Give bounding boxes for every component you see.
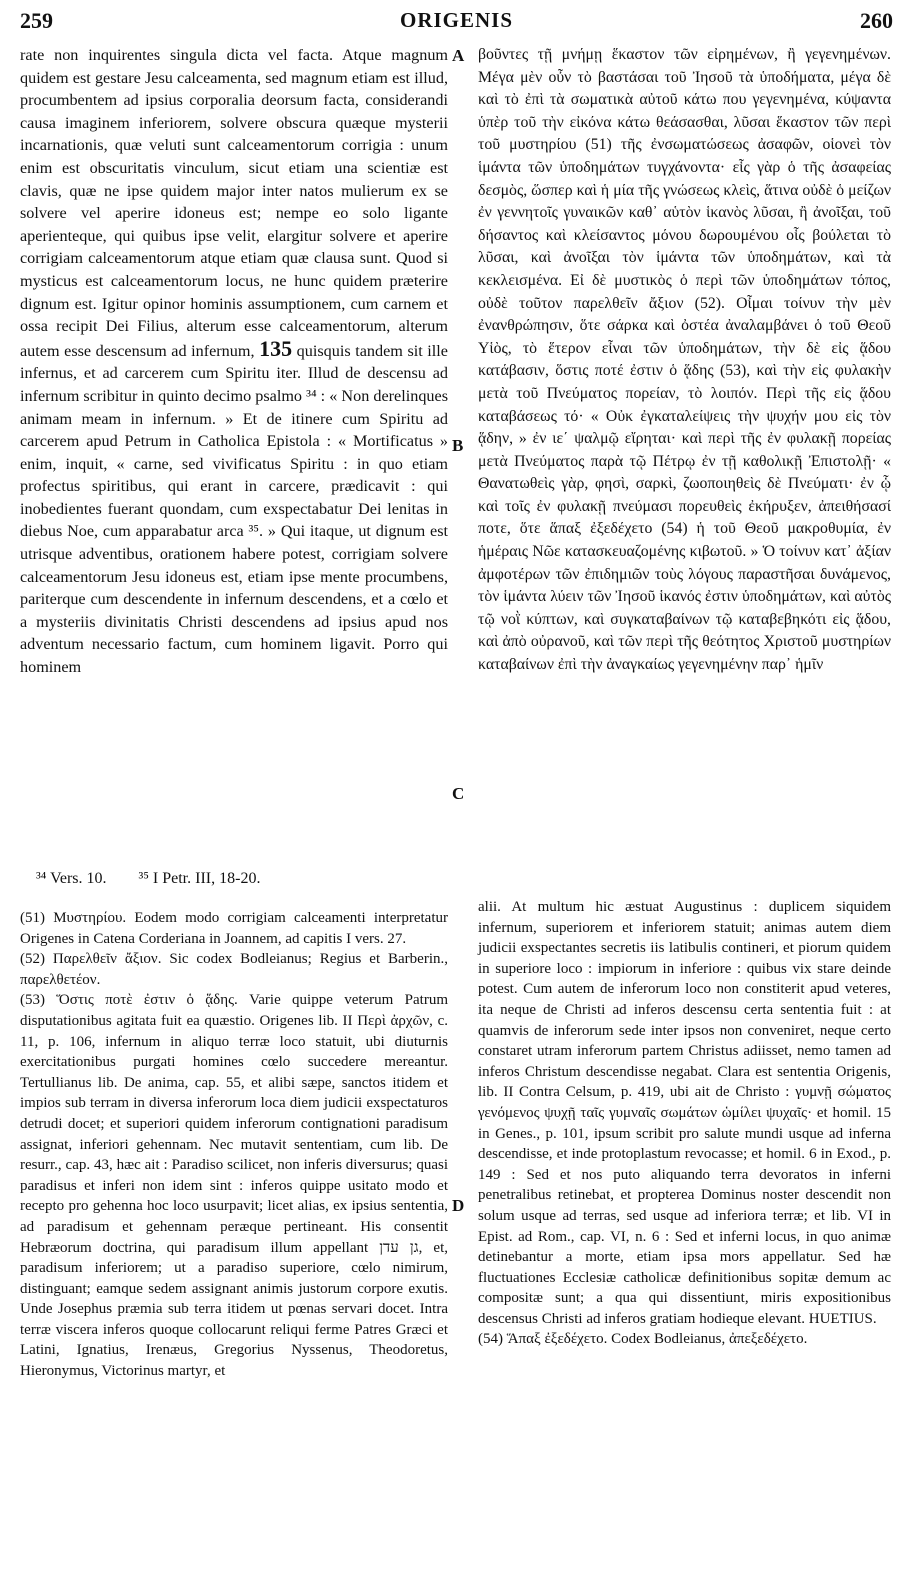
footnote-52: (52) Παρελθεῖν ἄξιον. Sic codex Bodleianus; Regius et Barberin., παρελθετέον. [20,951,448,988]
footnote-53-continued: alii. At multum hic æstuat Augustinus : duplicem siquidem infernum, superiorem et inferiorem statuit; animas autem diem judicii exspectantes secretis iis latibulis contineri, et piorum quidem in superiore loco : impiorum in inferiore : quibus vix stare deinde potest. Cum autem de inferorum loco non constiterit apud veteres, ita neque de Christi ad inferos descensu certa sententia fuit : at quamvis de inferorum sede inter ipsos non conveniret, neque certo constaret utram inferorum partem Christus adiisset, nemo tamen ad inferos Christum descendisse negabat. Clara est sententia Origenis, lib. II Contra Celsum, p. 419, ubi ait de Christo : γυμνῇ σώματος γενόμενος ψυχῇ ταῖς γυμναῖς σωμάτων ὡμίλει ψυχαῖς· et homil. 15 in Genes., p. 101, ipsum scribit pro salute mundi usque ad inferna descendisse, et inde protoplastum revocasse; et homil. 6 in Exod., p. 149 : Sed et nos puto aliquando terra devoratos in inferni penetralibus retinebat, et propterea Dominus noster descendit non solum usque ad terras, sed usque ad inferiora terræ; et lib. VI in Epist. ad Rom., cap. VI, n. 6 : Sed et inferni locus, in quo animæ detinebantur a morte, etiam ipsa mors appellatur. Sed hæ fluctuationes Ecclesiæ catholicæ definitionibus sopitæ demum ac compositæ sunt; a qua qui dissentiunt, miris expositionibus descensus Christi ad inferos gratiam hodieque elevant. HUETIUS. [478,899,891,1327]
greek-text-column [478,44,891,677]
margin-marker-a: A [452,46,465,65]
footnote-54: (54) Ἅπαξ ἐξεδέχετο. Codex Bodleianus, ἀπεξεδέχετο. [478,1331,808,1348]
reference-34: ³⁴ Vers. 10. [36,870,107,887]
footnote-51: (51) Μυστηρίου. Eodem modo corrigiam calceamenti interpretatur Origenes in Catena Corderiana in Joannem, ad capitis I vers. 27. [20,910,448,947]
latin-text-part-1: rate non inquirentes singula dicta vel facta. Atque magnum quidem est gestare Jesu calceamenta, sed magnum etiam est illud, procumbentem ad ipsius corporalia deorsum facta, considerandi causa imaginem inferiorem, solvere obscura quæque mysterii incarnationis, quæ veluti sunt calceamentorum corrigia : unum enim est obscuritatis vinculum, sicut etiam una scientiæ est clavis, quæ ne ipse quidem major inter natos mulierum ex se solvere vel aperire idoneus est; nempe eo solo ligante aperienteque, qui quibus ipse velit, elargitur solvere et aperire corrigiam calceamentorum atque etiam quæ clausa sunt. Quod si mysticus est calceamentorum locus, ne hunc quidem præterire dignum est. Igitur opinor hominis assumptionem, cum carnem et ossa recipit Dei Filius, alterum esse calceamentorum, alterum autem esse descensum ad infernum, [20,46,448,360]
left-page-number: 259 [20,8,53,33]
scripture-references [36,870,288,888]
latin-text-column [20,44,448,679]
right-page-number: 260 [860,8,893,33]
margin-marker-b: B [452,436,464,455]
latin-text-part-2: quisquis tandem sit ille infernus, et ad carcerem cum Spiritu iter. Illud de descensu ad infernum scribitur in quinto decimo psalmo ³⁴ : « Non derelinques animam meam in infernum. » Et de itinere cum Spiritu ad carcerem apud Petrum in Catholica Epistola : « Mortificatus » enim, inquit, « carne, sed vivificatus Spiritu : in quo etiam profectus spiritibus, qui erant in carcere, prædicavit : qui inobedientes fuerant quondam, cum exspectabatur Dei lenitas in diebus Noe, cum apparabatur arca ³⁵. » Qui itaque, ut dignum est utrisque adventibus, orationem habere potest, corrigiam solvere calceamentorum Jesu idoneus est, etiam ipse mente procumbens, pariterque cum descendente in infernum descendens, et a cœlo et a mysteriis divinitatis Christi descendens ad ipsius apud nos adventum necessario factum, cum hominem ligavit. Porro qui hominem [20,341,448,677]
running-header [20,8,893,38]
margin-marker-d: D [452,1196,465,1215]
footnotes-left-column [20,908,448,1382]
section-number: 135 [259,335,293,361]
latin-paragraph [20,44,448,679]
margin-marker-c: C [452,784,465,803]
greek-paragraph: βοῦντες τῇ μνήμῃ ἕκαστον τῶν εἰρημένων, ἢ γεγενημένων. Μέγα μὲν οὖν τὸ βαστάσαι τοῦ Ἰησοῦ τὰ ὑποδήματα, μέγα δὲ καὶ τὸ ἐπὶ τὰ σωματικὰ αὐτοῦ κάτω που γεγενημένα, κύψαντα ὑπὲρ τοῦ τὴν εἰκόνα κάτω θεάσασθαι, λῦσαι ἕκαστον τῶν περὶ τοῦ μυστηρίου (51) τῆς ἐνσωματώσεως ἀσαφῶν, οἱονεὶ τὸν ἱμάντα τῶν ὑποδημάτων τυγχάνοντα· εἷς γὰρ ὁ τῆς ἀσαφείας δεσμὸς, ὥσπερ καὶ ἡ μία τῆς γνώσεως κλεὶς, ἅτινα οὐδὲ ὁ μείζων ἐν γεννητοῖς γυναικῶν καθ᾽ αὑτὸν ἱκανὸς λῦσαι, ἢ ἀνοῖξαι, τοῦ δήσαντος καὶ κλείσαντος μόνου δωρουμένου οἷς βούλεται τὸ λῦσαι, καὶ ἀνοῖξαι τὸν ἱμάντα τῶν ὑποδημάτων, καὶ τὰ κεκλεισμένα. Εἰ δὲ μυστικὸς ὁ περὶ τῶν ὑποδημάτων τόπος, οὐδὲ τοῦτον παρελθεῖν ἄξιον (52). Οἶμαι τοίνυν τὴν μὲν ἐνανθρώπησιν, ὅτε σάρκα καὶ ὀστέα ἀναλαμβάνει ὁ τοῦ Θεοῦ Υἱὸς, τὸ ἕτερον εἶναι τῶν ὑποδημάτων, τὴν δὲ εἰς ᾅδου κατάβασιν, ὅστις ποτέ ἐστιν ὁ ᾅδης (53), καὶ τὴν εἰς φυλακὴν μετὰ τοῦ Πνεύματος πορείαν, τὸ λοιπόν. Περὶ τῆς εἰς ᾅδου καταβάσεως τό· « Οὐκ ἐγκαταλείψεις τὴν ψυχήν μου εἰς τὸν ᾅδην, » ἐν ιε΄ ψαλμῷ εἴρηται· καὶ περὶ τῆς ἐν φυλακῇ πορείας μετὰ Πνεύματος παρὰ τῷ Πέτρῳ ἐν τῇ καθολικῇ Ἐπιστολῇ· « Θανατωθεὶς γὰρ, φησὶ, σαρκὶ, ζωοποιηθεὶς δὲ Πνεύματι· ἐν ᾧ καὶ τοῖς ἐν φυλακῇ πνεύμασι πορευθεὶς ἐκήρυξεν, ἀπειθήσασί ποτε, ὅτε ἅπαξ ἐξεδέχετο (54) ἡ τοῦ Θεοῦ μακροθυμία, ἐν ἡμέραις Νῶε κατασκευαζομένης κιβωτοῦ. » Ὁ τοίνυν κατ᾽ ἀξίαν ἀμφοτέρων τῶν ἐπιδημιῶν τοὺς λόγους παραστῆσαι δυνάμενος, τὸν ἱμάντα λύειν τῶν Ἰησοῦ ἱκανός ἐστιν ὑποδημάτων, καὶ αὐτὸς τῷ νοῒ κύπτων, καὶ συγκαταβαίνων τῷ καταβεβηκότι εἰς ᾅδου, καὶ ἀπὸ οὐρανοῦ, καὶ τῶν περὶ τῆς θεότητος Χριστοῦ μυστηρίων καταβαίνων ἐπὶ τὴν ἀναγκαίως γεγενημένην παρ᾽ ἡμῖν [478,46,891,674]
footnote-53: (53) Ὅστις ποτὲ ἐστιν ὁ ᾅδης. Varie quippe veterum Patrum disputationibus agitata fuit ea quæstio. Origenes lib. II Περὶ ἀρχῶν, c. 11, p. 106, infernum in aliquo terræ loco statuit, ubi diuturnis exercitationibus purgati homines cœlo succedere mereantur. Tertullianus lib. De anima, cap. 55, et alibi sæpe, sanctos itidem et impios sub terram in diversa inferorum loca diem judicii exspectaturos detrudi docet; et superiori quidem inferorum contignationi paradisum assignat, inferiori gehennam. Nec mutavit sententiam, cum lib. De resurr., cap. 43, hæc ait : Paradiso scilicet, non inferis diversurus; quasi paradisus et inferi non idem sint : inferos quippe usitato modo et recepto pro gehenna hoc loco usurpavit; licet alias, ex ipsius sententia, ad paradisum et gehennam peræque pertineant. His consentit Hebræorum doctrina, qui paradisum illum appellant גן עדן, et, paradisum inferiorem; ut a paradiso superiore, cœlo nimirum, distinguant; eamque sedem assignant animis justorum corpore exutis. Unde Josephus præmia sub terra itidem ut pœnas servari docet. Intra terræ viscera inferos quoque collocarunt reliqui ferme Patres Græci et Latini, Ignatius, Irenæus, Gregorius Nyssenus, Theodoretus, Hieronymus, Victorinus martyr, et [20,992,448,1380]
reference-35: ³⁵ I Petr. III, 18-20. [138,870,261,887]
footnotes-right-column [478,897,891,1350]
running-title: ORIGENIS [399,8,514,32]
